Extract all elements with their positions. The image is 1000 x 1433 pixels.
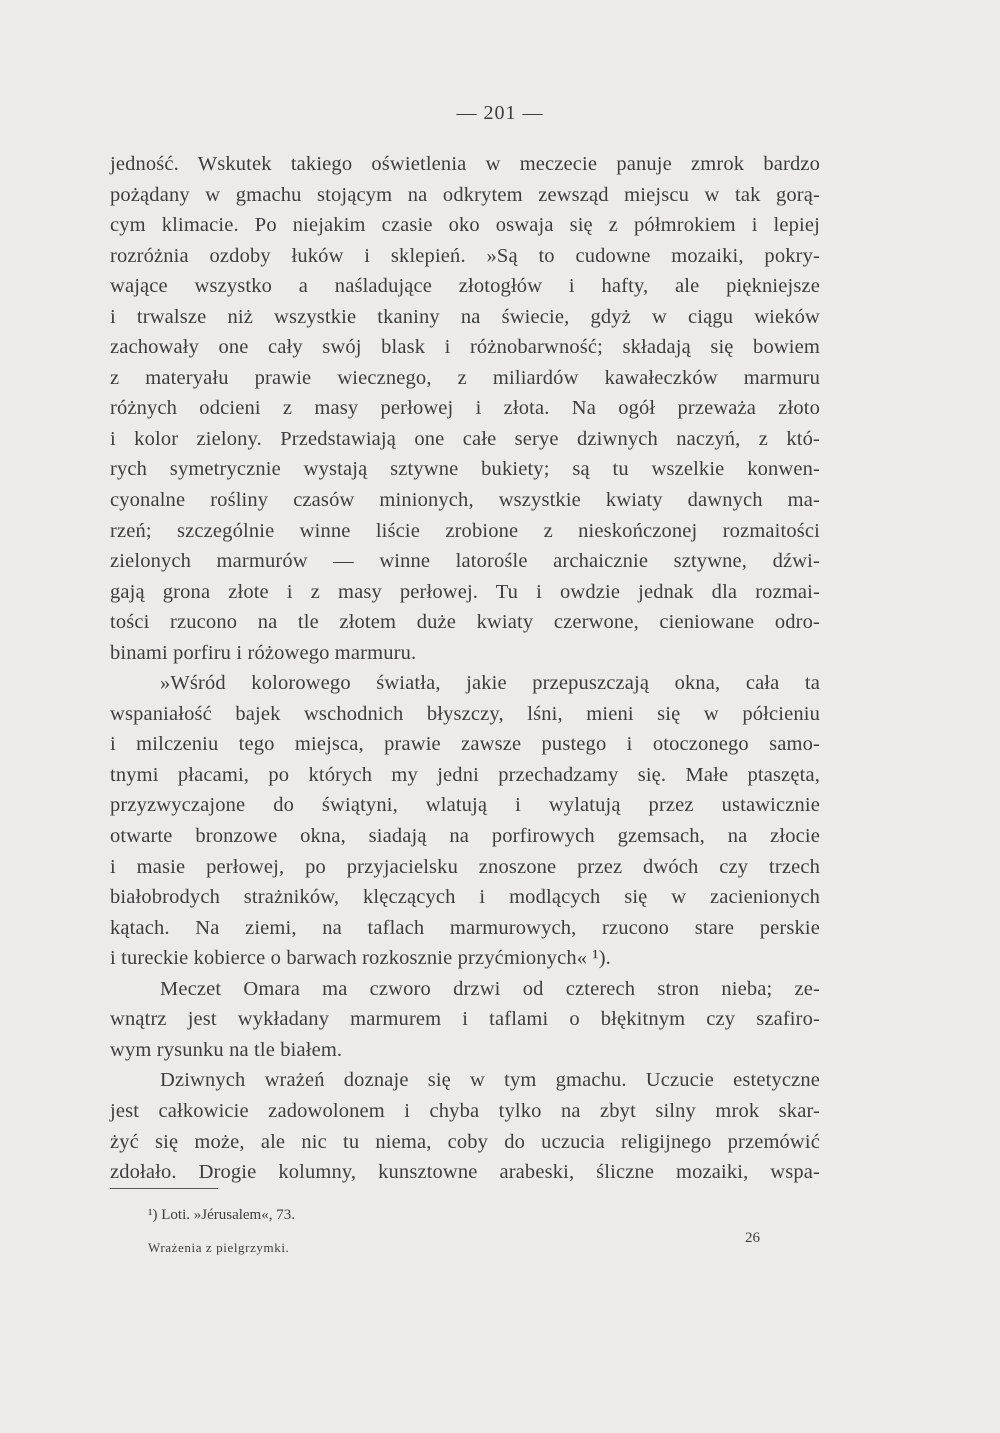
text-line: jest całkowicie zadowolonem i chyba tylko na zbyt silny mrok skar- — [110, 1099, 820, 1122]
signature-line: Wrażenia z pielgrzymki. — [148, 1240, 290, 1255]
text-line: wspaniałość bajek wschodnich błyszczy, lśni, mieni się w półcieniu — [110, 702, 820, 725]
text-line: przyzwyczajone do świątyni, wlatują i wylatują przez ustawicznie — [110, 794, 820, 817]
text-line: pożądany w gmachu stojącym na odkrytem zewsząd miejscu w tak gorą- — [110, 183, 820, 206]
footnote: ¹) Loti. »Jérusalem«, 73. — [148, 1207, 295, 1223]
body-text — [110, 149, 820, 1188]
text-line: różnych odcieni z masy perłowej i złota. Na ogół przeważa złoto — [110, 397, 820, 420]
sheet-number: 26 — [745, 1230, 760, 1246]
text-line: i milczeniu tego miejsca, prawie zawsze pustego i otoczonego samo- — [110, 733, 820, 756]
text-line: z materyału prawie wiecznego, z miliardów kawałeczków marmuru — [110, 366, 820, 389]
text-line: i tureckie kobierce o barwach rozkosznie przyćmionych« ¹). — [110, 947, 611, 970]
footnote-divider — [110, 1188, 218, 1189]
text-line: cym klimacie. Po niejakim czasie oko oswaja się z półmrokiem i lepiej — [110, 214, 820, 237]
text-line: kątach. Na ziemi, na taflach marmurowych, rzucono stare perskie — [110, 916, 820, 939]
text-line: białobrodych strażników, klęczących i modlących się w zacienionych — [110, 886, 820, 909]
text-line: binami porfiru i różowego marmuru. — [110, 641, 417, 664]
text-line: Meczet Omara ma czworo drzwi od czterech stron nieba; ze- — [160, 977, 820, 1000]
text-line: jedność. Wskutek takiego oświetlenia w meczecie panuje zmrok bardzo — [110, 153, 820, 175]
text-line: rych symetrycznie wystają sztywne bukiety; są tu wszelkie konwen- — [110, 458, 820, 481]
text-line: rzeń; szczególnie winne liście zrobione z nieskończonej rozmaitości — [110, 519, 820, 542]
text-line: i masie perłowej, po przyjacielsku znoszone przez dwóch czy trzech — [110, 855, 820, 878]
text-line: i kolor zielony. Przedstawiają one całe serye dziwnych naczyń, z któ- — [110, 427, 820, 450]
text-line: otwarte bronzowe okna, siadają na porfirowych gzemsach, na złocie — [110, 825, 820, 848]
text-line: zdołało. Drogie kolumny, kunsztowne arabeski, śliczne mozaiki, wspa- — [110, 1161, 820, 1184]
text-line: »Wśród kolorowego światła, jakie przepuszczają okna, cała ta — [160, 672, 820, 695]
text-line: Dziwnych wrażeń doznaje się w tym gmachu. Uczucie estetyczne — [160, 1069, 820, 1092]
text-line: cyonalne rośliny czasów minionych, wszystkie kwiaty dawnych ma- — [110, 489, 820, 512]
text-line: żyć się może, ale nic tu niema, coby do uczucia religijnego przemówić — [110, 1130, 820, 1153]
text-line: wnątrz jest wykładany marmurem i taflami o błękitnym czy szafiro- — [110, 1008, 820, 1031]
text-line: tnymi płacami, po których my jedni przechadzamy się. Małe ptaszęta, — [110, 763, 820, 786]
text-line: rozróżnia ozdoby łuków i sklepień. »Są to cudowne mozaiki, pokry- — [110, 244, 820, 267]
text-line: tości rzucono na tle złotem duże kwiaty czerwone, cieniowane odro- — [110, 611, 820, 634]
text-line: i trwalsze niż wszystkie tkaniny na świecie, gdyż w ciągu wieków — [110, 305, 820, 328]
text-line: zachowały one cały swój blask i różnobarwność; składają się bowiem — [110, 336, 820, 359]
text-line: gają grona złote i z masy perłowej. Tu i owdzie jednak dla rozmai- — [110, 580, 820, 603]
text-line: zielonych marmurów — winne latorośle archaicznie sztywne, dźwi- — [110, 550, 820, 573]
text-line: wym rysunku na tle białem. — [110, 1038, 343, 1061]
text-line: wające wszystko a naśladujące złotogłów i hafty, ale piękniejsze — [110, 275, 820, 298]
page-number: — 201 — — [456, 102, 544, 124]
